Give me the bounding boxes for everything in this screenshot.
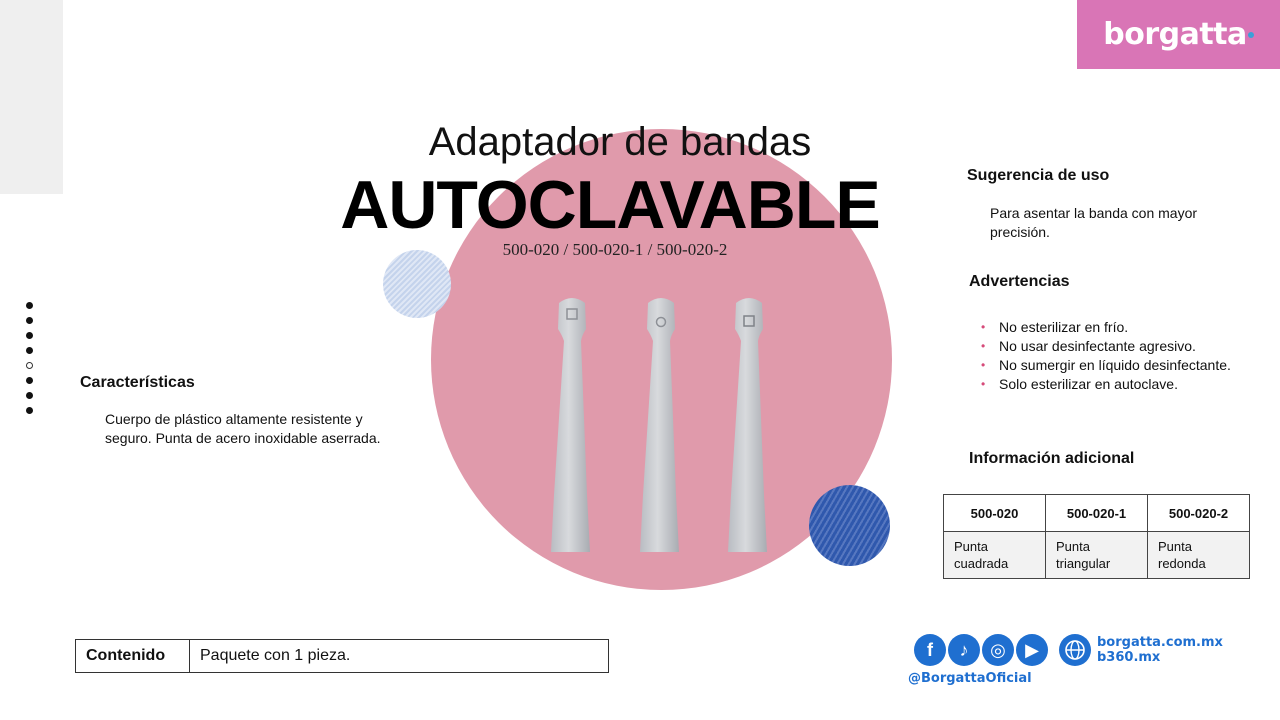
warnings-list xyxy=(980,318,1240,394)
warnings-title: Advertencias xyxy=(969,273,1070,290)
logo-text: borgatta xyxy=(1103,17,1247,52)
adapter-tool-3 xyxy=(728,298,767,552)
usage-title: Sugerencia de uso xyxy=(967,167,1110,184)
social-handle[interactable]: @BorgattaOficial xyxy=(908,671,1032,686)
decorative-circle-light xyxy=(383,250,451,318)
characteristics-title: Características xyxy=(80,374,195,391)
additional-info-table xyxy=(943,494,1250,579)
side-panel xyxy=(0,0,63,194)
website-link[interactable]: b360.mx xyxy=(1097,650,1161,665)
slide-dot[interactable] xyxy=(26,302,33,309)
slide-dot[interactable] xyxy=(26,392,33,399)
slide-dot-current[interactable] xyxy=(26,362,33,369)
product-subtitle: Adaptador de bandas xyxy=(428,120,812,164)
slide-dot[interactable] xyxy=(26,407,33,414)
adapter-tool-1 xyxy=(551,298,590,552)
slide-dot[interactable] xyxy=(26,317,33,324)
warning-item: • No esterilizar en frío. xyxy=(981,319,1129,335)
table-header: 500-020-2 xyxy=(1148,495,1250,532)
table-cell: Punta cuadrada xyxy=(944,532,1046,579)
additional-info-title: Información adicional xyxy=(969,450,1135,467)
facebook-icon[interactable]: f xyxy=(914,634,946,666)
contents-table xyxy=(75,639,609,673)
social-links[interactable] xyxy=(914,634,1048,668)
slide-dot[interactable] xyxy=(26,377,33,384)
table-cell: Punta triangular xyxy=(1046,532,1148,579)
product-codes: 500-020 / 500-020-1 / 500-020-2 xyxy=(502,240,728,259)
decorative-circle-dark xyxy=(809,485,890,566)
slide-dot[interactable] xyxy=(26,332,33,339)
websites[interactable] xyxy=(1097,635,1223,665)
characteristics-text: Cuerpo de plástico altamente resistente y seguro. Punta de acero inoxidable aserrada. xyxy=(105,411,381,446)
table-cell: Punta redonda xyxy=(1148,532,1250,579)
warning-item: • Solo esterilizar en autoclave. xyxy=(981,376,1178,392)
website-link[interactable]: borgatta.com.mx xyxy=(1097,635,1223,650)
instagram-icon[interactable]: ◎ xyxy=(982,634,1014,666)
tiktok-icon[interactable]: ♪ xyxy=(948,634,980,666)
table-header: 500-020-1 xyxy=(1046,495,1148,532)
slide-nav-dots[interactable] xyxy=(26,302,36,422)
table-header: 500-020 xyxy=(944,495,1046,532)
youtube-icon[interactable]: ▶ xyxy=(1016,634,1048,666)
contents-label: Contenido xyxy=(76,640,190,673)
product-image xyxy=(545,295,785,553)
contents-value: Paquete con 1 pieza. xyxy=(190,640,609,673)
brand-logo xyxy=(1077,0,1280,69)
adapter-tool-2 xyxy=(640,298,679,552)
logo-dot xyxy=(1248,32,1254,38)
product-title: AUTOCLAVABLE xyxy=(340,167,880,243)
slide-dot[interactable] xyxy=(26,347,33,354)
warning-item: • No usar desinfectante agresivo. xyxy=(981,338,1196,354)
warning-item: • No sumergir en líquido desinfectante. xyxy=(981,357,1231,373)
usage-text: Para asentar la banda con mayor precisión. xyxy=(990,205,1198,240)
globe-icon[interactable] xyxy=(1059,634,1091,666)
